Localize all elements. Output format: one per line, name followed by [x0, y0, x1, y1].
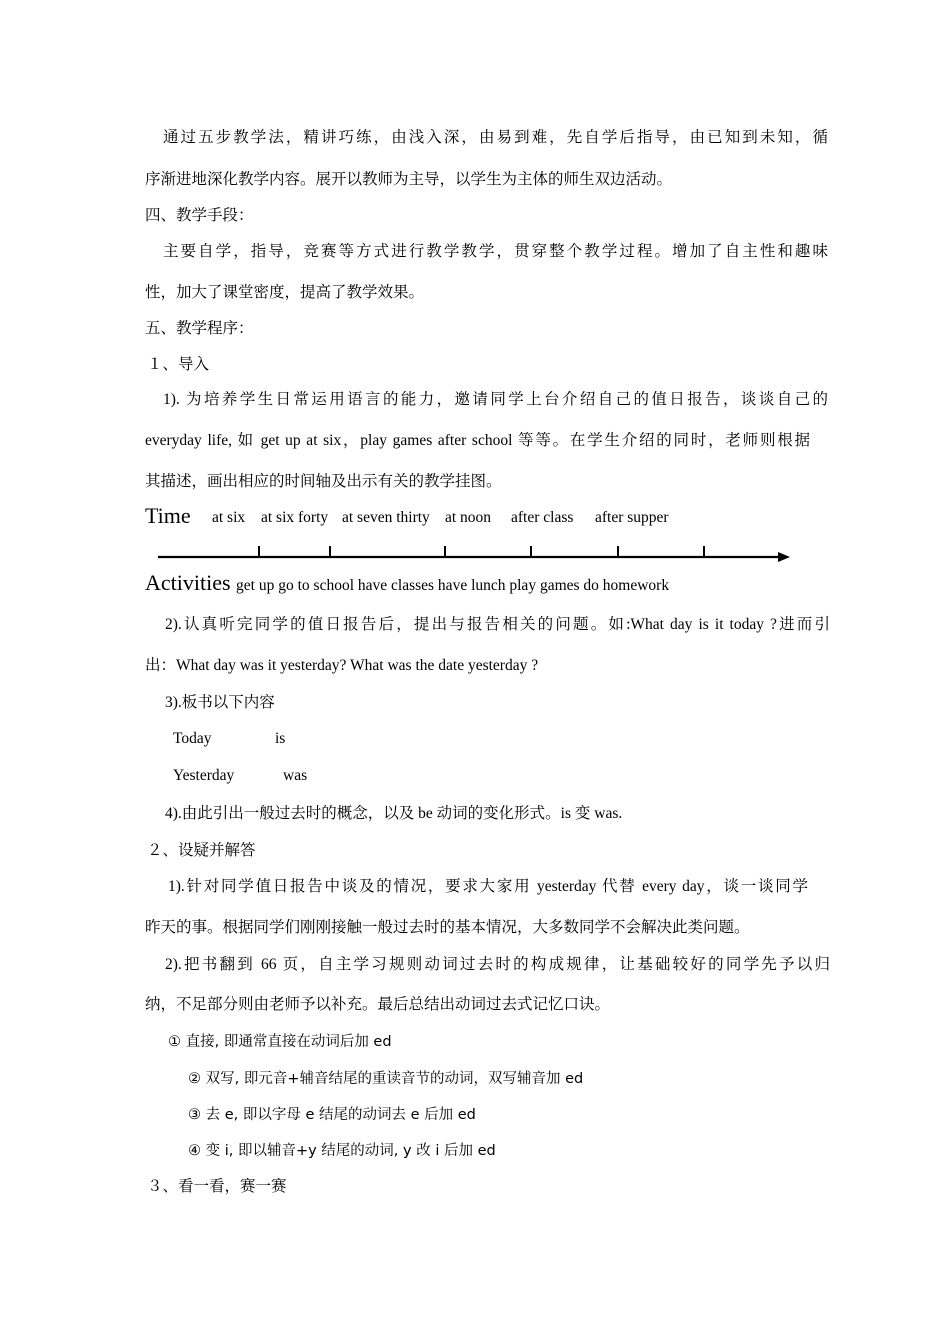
rule-3: ③ 去 e, 即以字母 e 结尾的动词去 e 后加 ed [188, 1107, 476, 1123]
section-3-title: ３、看一看，赛一赛 [147, 1178, 287, 1195]
step-1-1-line2: everyday life, 如 get up at six，play games after school 等等。在学生介绍的同时，老师则根据 [145, 432, 810, 449]
step-1-3: 3).板书以下内容 [165, 694, 275, 711]
timeline-activities-list: get up go to school have classes have lunch play games do homework [236, 577, 670, 594]
timeline-time-item: at seven thirty [342, 509, 430, 526]
timeline-activities-row [145, 570, 669, 596]
step-1-4: 4).由此引出一般过去时的概念，以及 be 动词的变化形式。is 变 was. [165, 805, 623, 822]
board-is: is [275, 730, 286, 747]
step-1-1-line1: 1). 为培养学生日常运用语言的能力，邀请同学上台介绍自己的值日报告，谈谈自己的 [163, 391, 828, 408]
section-2-title: ２、设疑并解答 [147, 842, 256, 859]
timeline-time-item: after supper [595, 509, 669, 526]
paragraph-means-line2: 性，加大了课堂密度，提高了教学效果。 [145, 284, 425, 301]
timeline-time-item: after class [511, 509, 574, 526]
board-today: Today [173, 730, 212, 747]
timeline-arrow-head [778, 552, 790, 562]
timeline-axis [150, 540, 795, 566]
heading-teaching-procedure: 五、教学程序： [145, 320, 254, 337]
rule-1: ① 直接, 即通常直接在动词后加 ed [168, 1034, 392, 1050]
board-yesterday: Yesterday [173, 767, 235, 784]
timeline-time-item: at noon [445, 509, 492, 526]
rule-2: ② 双写, 即元音+辅音结尾的重读音节的动词，双写辅音加 ed [188, 1071, 584, 1087]
section-1-title: １、导入 [147, 356, 210, 373]
timeline-activities-label: Activities [145, 570, 231, 595]
timeline-time-item: at six [212, 509, 246, 526]
step-2-1-line2: 昨天的事。根据同学们刚刚接触一般过去时的基本情况，大多数同学不会解决此类问题。 [145, 919, 750, 936]
rule-4: ④ 变 i, 即以辅音+y 结尾的动词, y 改 i 后加 ed [188, 1143, 496, 1159]
timeline-time-label: Time [145, 503, 191, 528]
paragraph-means-line1: 主要自学，指导，竞赛等方式进行教学教学，贯穿整个教学过程。增加了自主性和趣味 [163, 243, 828, 260]
board-was: was [283, 767, 308, 784]
step-1-2-line1: 2).认真听完同学的值日报告后，提出与报告相关的问题。如:What day is it today ?进而引 [165, 616, 830, 633]
timeline-time-item: at six forty [261, 509, 329, 526]
step-2-2-line1: 2).把书翻到 66 页，自主学习规则动词过去时的构成规律，让基础较好的同学先予以归 [165, 956, 830, 973]
step-1-2-line2: 出：What day was it yesterday? What was the date yesterday ? [145, 657, 539, 674]
step-1-1-line3: 其描述，画出相应的时间轴及出示有关的教学挂图。 [145, 473, 502, 490]
step-2-2-line2: 纳，不足部分则由老师予以补充。最后总结出动词过去式记忆口诀。 [145, 996, 611, 1013]
paragraph-method-line2: 序渐进地深化教学内容。展开以教师为主导，以学生为主体的师生双边活动。 [145, 171, 673, 188]
heading-teaching-means: 四、教学手段： [145, 207, 254, 224]
step-2-1-line1: 1).针对同学值日报告中谈及的情况，要求大家用 yesterday 代替 every day，谈一谈同学 [168, 878, 808, 895]
paragraph-method-line1: 通过五步教学法，精讲巧练，由浅入深，由易到难，先自学后指导，由已知到未知，循 [163, 129, 828, 146]
